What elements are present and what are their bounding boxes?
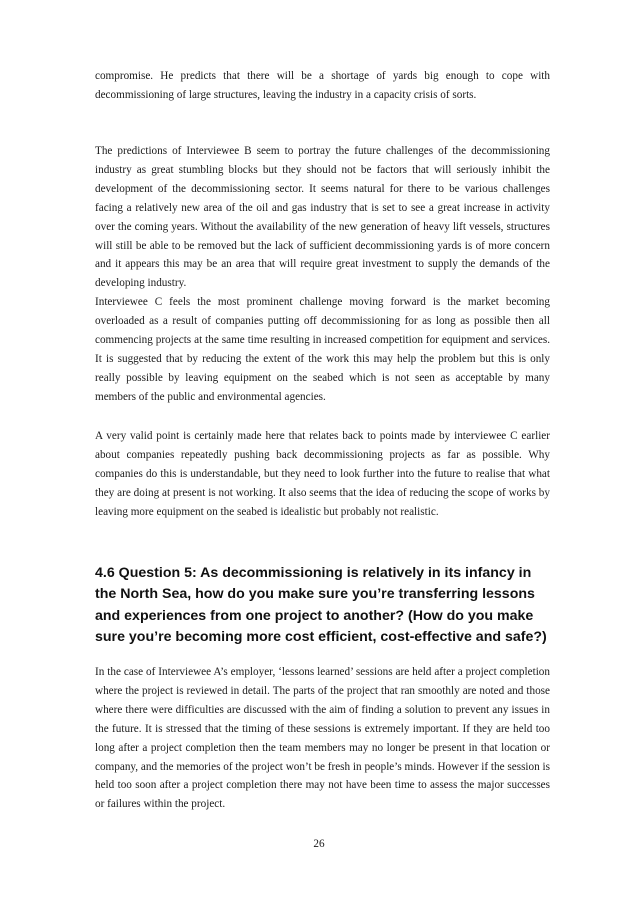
section-heading-question-5: 4.6 Question 5: As decommissioning is relatively in its infancy in the North Sea, how do you make sure you’re transferring lessons and experiences from one project to another? (How do you make sure you’re becoming more cost efficient, cost-effective and safe?)	[95, 565, 547, 645]
paragraph-interviewee-a-lessons: In the case of Interviewee A’s employer, ‘lessons learned’ sessions are held after a project completion where the project is reviewed in detail. The parts of the project that ran smoothly are noted and those where there were difficulties are discussed with the aim of finding a solution to prevent any issues in the future. It is stressed that the timing of these sessions is extremely important. If they are held too long after a project completion then the team members may no longer be present in that location or company, and the memories of the project won’t be fresh in people’s minds. However if the session is held too soon after a project completion there may not have been time to assess the major successes or failures within the project.	[95, 666, 550, 811]
paragraph-continuation: compromise. He predicts that there will be a shortage of yards big enough to cope with decommissioning of large structures, leaving the industry in a capacity crisis of sorts.	[95, 70, 550, 101]
paragraph-interviewee-c-view: Interviewee C feels the most prominent challenge moving forward is the market becoming overloaded as a result of companies putting off decommissioning for as long as possible then all commencing projects at the same time resulting in increased competition for equipment and services. It is suggested that by reducing the extent of the work this may help the problem but this is only really possible by leaving equipment on the seabed which is not seen as acceptable by many members of the public and environmental agencies.	[95, 296, 550, 403]
paragraph-interviewee-b-analysis: The predictions of Interviewee B seem to portray the future challenges of the decommissioning industry as great stumbling blocks but they should not be factors that will seriously inhibit the development of the decommissioning sector. It seems natural for there to be various challenges facing a relatively new area of the oil and gas industry that is set to see a great increase in activity over the coming years. Without the availability of the new generation of heavy lift vessels, structures will still be able to be removed but the lack of sufficient decommissioning yards is of more concern and it appears this may be an area that will require great investment to supply the demands of the developing industry.	[95, 145, 550, 290]
page-number: 26	[313, 838, 325, 850]
paragraph-interviewee-c-analysis: A very valid point is certainly made here that relates back to points made by interviewee C earlier about companies repeatedly pushing back decommissioning projects as far as possible. Why companies do this is understandable, but they need to look further into the future to realise that what they are doing at present is not working. It also seems that the idea of reducing the scope of works by leaving more equipment on the seabed is idealistic but probably not realistic.	[95, 430, 550, 518]
